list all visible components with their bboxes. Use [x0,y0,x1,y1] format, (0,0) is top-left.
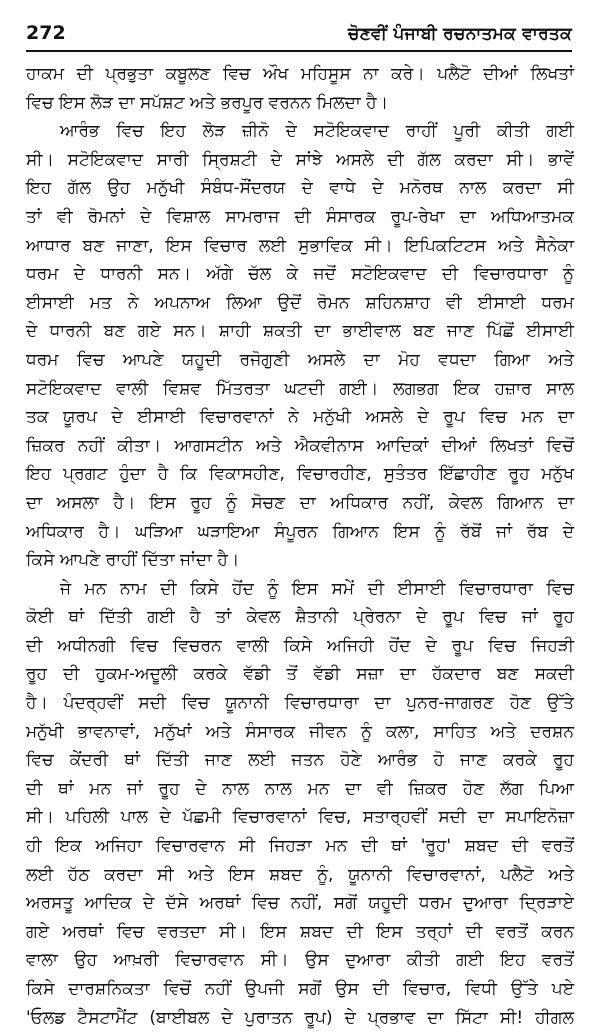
body-text [26,60,574,1028]
text-line: ਈਸਾਈ ਮਤ ਨੇ ਅਪਨਾਅ ਲਿਆ ਉਦੋਂ ਰੋਮਨ ਸ਼ਹਿਨਸ਼ਾਹ ਵੀ ਈਸਾਈ ਧਰਮ [26,292,574,313]
text-line: ਵਾਲਾ ਉਹ ਆਖ਼ਰੀ ਵਿਚਾਰਵਾਨ ਸੀ। ਉਸ ਦੁਆਰਾ ਕੀਤੀ ਗਈ ਇਹ ਵਰਤੋਂ [26,950,574,971]
text-line: ਦੀ ਅਧੀਨਗੀ ਵਿਚ ਵਿਚਰਨ ਵਾਲੀ ਕਿਸੇ ਅਜਿਹੀ ਹੋਂਦ ਦੇ ਰੂਪ ਵਿਚ ਜਿਹੜੀ [26,635,574,656]
page-header [26,14,572,52]
text-line: ਜ਼ਿਕਰ ਨਹੀਂ ਕੀਤਾ। ਆਗਸਟੀਨ ਅਤੇ ਐਕਵੀਨਾਸ ਆਦਿਕਾਂ ਦੀਆਂ ਲਿਖਤਾਂ ਵਿਚੋਂ [26,435,574,456]
text-line: ਰੂਹ ਦੀ ਹੁਕਮ-ਅਦੂਲੀ ਕਰਕੇ ਵੱਡੀ ਤੋਂ ਵੱਡੀ ਸਜ਼ਾ ਦਾ ਹੱਕਦਾਰ ਬਣ ਸਕਦੀ [26,664,574,685]
text-line: ਆਧਾਰ ਬਣ ਜਾਣਾ, ਇਸ ਵਿਚਾਰ ਲਈ ਸੁਭਾਵਿਕ ਸੀ। ਇਪਿਕਟਿਟਸ ਅਤੇ ਸੈਨੇਕਾ [26,235,574,256]
text-line: ਹੀ ਇਕ ਅਜਿਹਾ ਵਿਚਾਰਵਾਨ ਸੀ ਜਿਹੜਾ ਮਨ ਦੀ ਥਾਂ 'ਰੂਹ' ਸ਼ਬਦ ਦੀ ਵਰਤੋਂ [26,836,574,857]
text-line: ਹੈ। ਪੰਦਰ੍ਹਵੀਂ ਸਦੀ ਵਿਚ ਯੂਨਾਨੀ ਵਿਚਾਰਧਾਰਾ ਦਾ ਪੁਨਰ-ਜਾਗਰਣ ਹੋਣ ਉੱਤੇ [26,693,574,714]
text-line: ਤਕ ਯੂਰਪ ਦੇ ਈਸਾਈ ਵਿਚਾਰਵਾਨਾਂ ਨੇ ਮਨੁੱਖੀ ਅਸਲੇ ਦੇ ਰੂਪ ਵਿਚ ਮਨ ਦਾ [26,407,574,428]
text-line: ਵਿਚ ਇਸ ਲੋੜ ਦਾ ਸਪੱਸ਼ਟ ਅਤੇ ਭਰਪੂਰ ਵਰਨਨ ਮਿਲਦਾ ਹੈ। [26,92,389,113]
text-line: ਸੀ। ਪਹਿਲੀ ਪਾਲ ਦੇ ਪੱਛਮੀ ਵਿਚਾਰਵਾਨਾਂ ਵਿਚ, ਸਤਾਰ੍ਹਵੀਂ ਸਦੀ ਦਾ ਸਪਾਇਨੋਜ਼ਾ [26,807,574,828]
text-line: ਦੀ ਥਾਂ ਮਨ ਜਾਂ ਰੂਹ ਦੇ ਨਾਲ ਨਾਲ ਮਨ ਦਾ ਵੀ ਜ਼ਿਕਰ ਹੋਣ ਲੱਗ ਪਿਆ [26,778,574,799]
text-line: ਤਾਂ ਵੀ ਰੋਮਨਾਂ ਦੇ ਵਿਸ਼ਾਲ ਸਾਮਰਾਜ ਦੀ ਸੰਸਾਰਕ ਰੂਪ-ਰੇਖਾ ਦਾ ਅਧਿਆਤਮਕ [26,206,574,227]
text-line: ਸੀ। ਸਟੋਇਕਵਾਦ ਸਾਰੀ ਸ੍ਰਿਸ਼ਟੀ ਦੇ ਸਾਂਝੇ ਅਸਲੇ ਦੀ ਗੱਲ ਕਰਦਾ ਸੀ। ਭਾਵੇਂ [26,149,574,170]
text-line: ਵਿਚ ਕੇਂਦਰੀ ਥਾਂ ਦਿੱਤੀ ਜਾਣ ਲਈ ਜਤਨ ਹੋਣੇ ਆਰੰਭ ਹੋ ਜਾਣ ਕਰਕੇ ਰੂਹ [26,750,574,771]
text-line: ਸਟੋਇਕਵਾਦ ਵਾਲੀ ਵਿਸ਼ਵ ਮਿੱਤਰਤਾ ਘਟਦੀ ਗਈ। ਲਗਭਗ ਇਕ ਹਜ਼ਾਰ ਸਾਲ [26,378,574,399]
text-line: ਅਰਸਤੂ ਆਦਿਕ ਦੇ ਦੱਸੇ ਅਰਥਾਂ ਵਿਚ ਨਹੀਂ, ਸਗੋਂ ਯਹੂਦੀ ਧਰਮ ਦੁਆਰਾ ਦ੍ਰਿੜਾਏ [26,893,574,914]
text-line: ਧਰਮ ਵਿਚ ਆਪਣੇ ਯਹੂਦੀ ਰਜੋਗੁਣੀ ਅਸਲੇ ਦਾ ਮੋਹ ਵਧਦਾ ਗਿਆ ਅਤੇ [26,349,574,370]
text-line: ਆਰੰਭ ਵਿਚ ਇਹ ਲੋੜ ਜ਼ੀਨੋ ਦੇ ਸਟੋਇਕਵਾਦ ਰਾਹੀਂ ਪੂਰੀ ਕੀਤੀ ਗਈ [60,121,574,142]
running-title: ਚੋਣਵੀਂ ਪੰਜਾਬੀ ਰਚਨਾਤਮਕ ਵਾਰਤਕ [347,24,572,44]
text-line: ਗਏ ਅਰਥਾਂ ਵਿਚ ਵਰਤਦਾ ਸੀ। ਇਸ ਸ਼ਬਦ ਦੀ ਇਸ ਤਰ੍ਹਾਂ ਦੀ ਵਰਤੋਂ ਕਰਨ [26,921,574,942]
text-line: ਅਧਿਕਾਰ ਹੈ। ਘੜਿਆ ਘੜਾਇਆ ਸੰਪੂਰਨ ਗਿਆਨ ਇਸ ਨੂੰ ਰੱਬੋਂ ਜਾਂ ਰੱਬ ਦੇ [26,521,574,542]
text-line: ਦਾ ਅਸਲਾ ਹੈ। ਇਸ ਰੂਹ ਨੂੰ ਸੋਚਣ ਦਾ ਅਧਿਕਾਰ ਨਹੀਂ, ਕੇਵਲ ਗਿਆਨ ਦਾ [26,492,574,513]
text-line: ਇਹ ਪ੍ਰਗਟ ਹੁੰਦਾ ਹੈ ਕਿ ਵਿਕਾਸਹੀਣ, ਵਿਚਾਰਹੀਣ, ਸੁਤੰਤਰ ਇੱਛਾਹੀਣ ਰੂਹ ਮਨੁੱਖ [26,464,574,485]
text-line: ਕੋਈ ਥਾਂ ਦਿੱਤੀ ਗਈ ਹੈ ਤਾਂ ਕੇਵਲ ਸ਼ੈਤਾਨੀ ਪ੍ਰੇਰਨਾ ਦੇ ਰੂਪ ਵਿਚ ਜਾਂ ਰੂਹ [26,607,574,628]
text-line: ਕਿਸੇ ਦਾਰਸ਼ਨਿਕਤਾ ਵਿਚੋਂ ਨਹੀਂ ਉਪਜੀ ਸਗੋਂ ਉਸ ਦੀ ਵਿਚਾਰ, ਵਿਧੀ ਉੱਤੇ ਪਏ [26,979,574,999]
text-line: 'ਓਲਡ ਟੈਸਟਾਮੈਂਟ (ਬਾਈਬਲ ਦੇ ਪੁਰਾਤਨ ਰੂਪ) ਦੇ ਪ੍ਰਭਾਵ ਦਾ ਸਿੱਟਾ ਸੀ! ਹੀਗਲ [26,1007,574,1028]
text-line: ਦੇ ਧਾਰਨੀ ਬਣ ਗਏ ਸਨ। ਸ਼ਾਹੀ ਸ਼ਕਤੀ ਦਾ ਭਾਈਵਾਲ ਬਣ ਜਾਣ ਪਿੱਛੋਂ ਈਸਾਈ [26,321,574,342]
text-line: ਜੇ ਮਨ ਨਾਮ ਦੀ ਕਿਸੇ ਹੋਂਦ ਨੂੰ ਇਸ ਸਮੇਂ ਦੀ ਈਸਾਈ ਵਿਚਾਰਧਾਰਾ ਵਿਚ [60,578,574,599]
text-line: ਮਨੁੱਖੀ ਭਾਵਨਾਵਾਂ, ਮਨੁੱਖਾਂ ਅਤੇ ਸੰਸਾਰਕ ਜੀਵਨ ਨੂੰ ਕਲਾ, ਸਾਹਿਤ ਅਤੇ ਦਰਸ਼ਨ [26,721,574,742]
text-line: ਲਈ ਹੱਠ ਕਰਦਾ ਸੀ ਅਤੇ ਇਸ ਸ਼ਬਦ ਨੂੰ, ਯੂਨਾਨੀ ਵਿਚਾਰਵਾਨਾਂ, ਪਲੈਟੋ ਅਤੇ [26,864,574,885]
page-number: 272 [26,22,66,44]
text-line: ਇਹ ਗੱਲ ਉਹ ਮਨੁੱਖੀ ਸੰਬੰਧ-ਸੌਂਦਰਯ ਦੇ ਵਾਧੇ ਦੇ ਮਨੋਰਥ ਨਾਲ ਕਰਦਾ ਸੀ [26,178,574,199]
text-line: ਧਰਮ ਦੇ ਧਾਰਨੀ ਸਨ। ਅੱਗੇ ਚੱਲ ਕੇ ਜਦੋਂ ਸਟੋਇਕਵਾਦ ਦੀ ਵਿਚਾਰਧਾਰਾ ਨੂੰ [26,264,574,285]
text-line: ਕਿਸੇ ਆਪਣੇ ਰਾਹੀਂ ਦਿੱਤਾ ਜਾਂਦਾ ਹੈ। [26,550,240,571]
text-line: ਹਾਕਮ ਦੀ ਪ੍ਰਭੁਤਾ ਕਬੂਲਣ ਵਿਚ ਔਖ ਮਹਿਸੂਸ ਨਾ ਕਰੇ। ਪਲੈਟੋ ਦੀਆਂ ਲਿਖਤਾਂ [26,64,574,84]
